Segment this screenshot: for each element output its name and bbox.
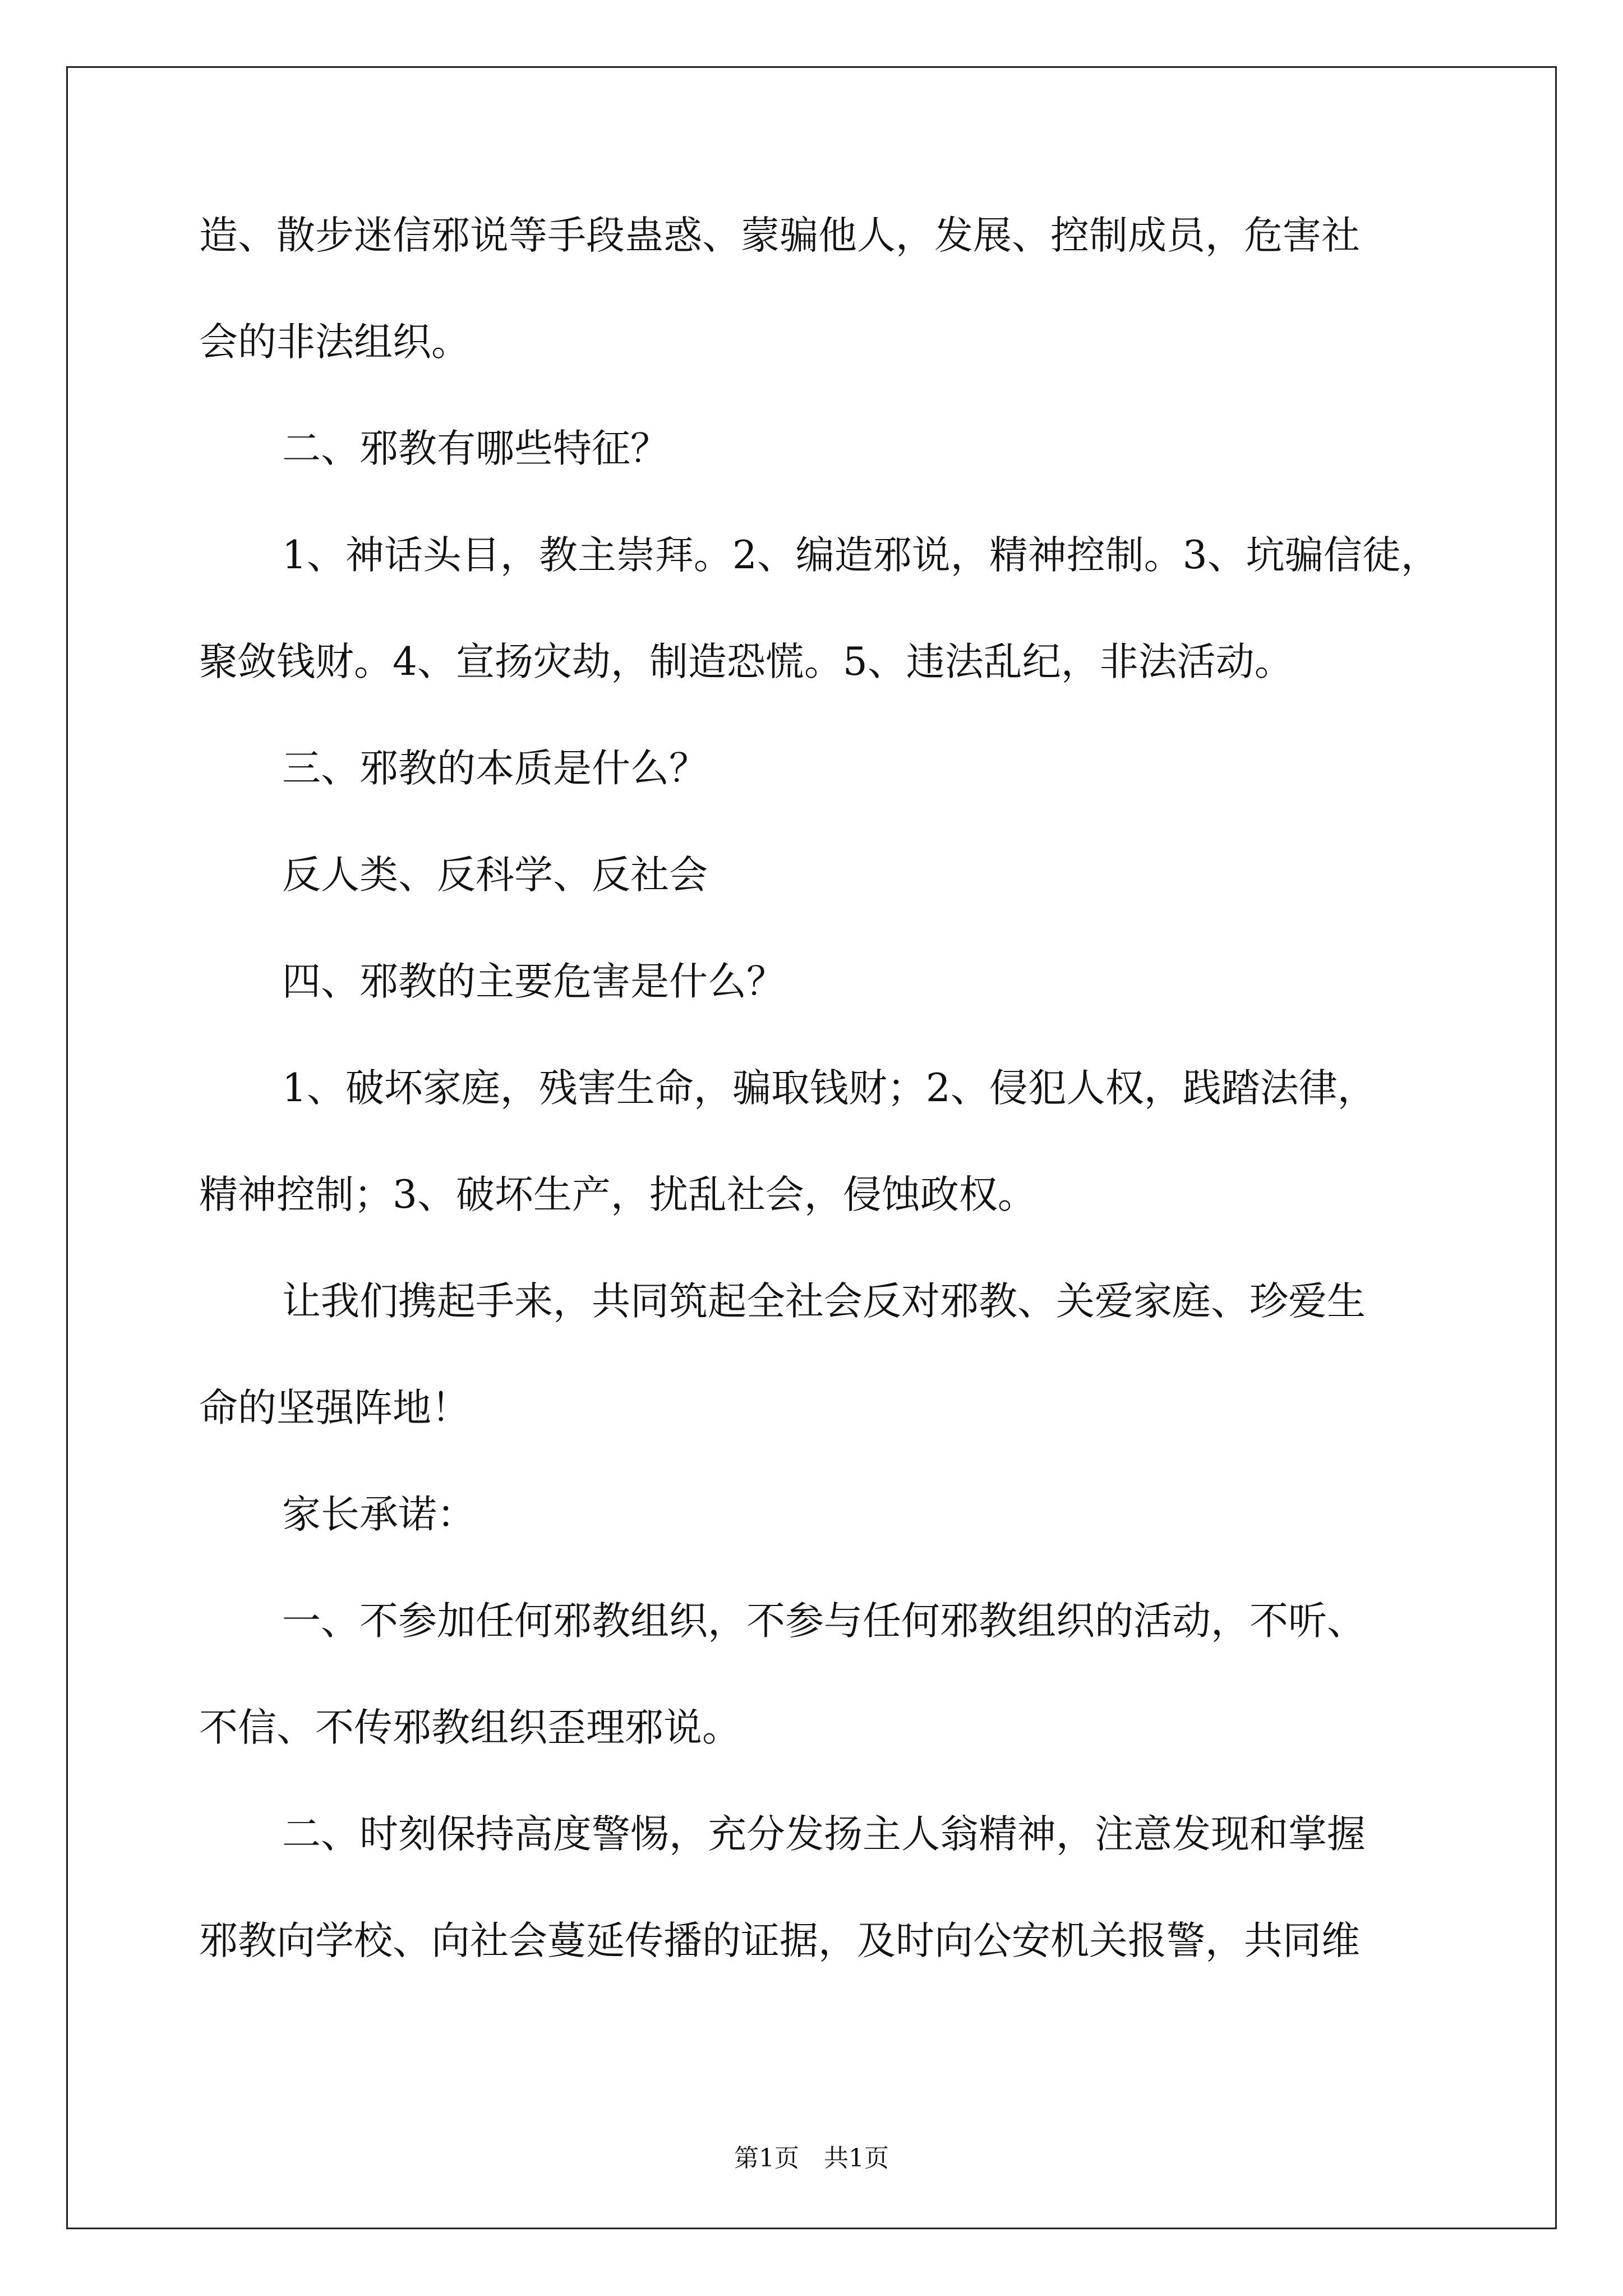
- section-heading: 四、邪教的主要危害是什么？: [282, 959, 785, 1004]
- text-line: 造、散步迷信邪说等手段蛊惑、蒙骗他人，发展、控制成员，危害社: [199, 213, 1360, 258]
- text-line: 会的非法组织。: [199, 320, 470, 365]
- section-heading: 家长承诺：: [282, 1492, 476, 1537]
- text-line: 精神控制；3、破坏生产，扰乱社会，侵蚀政权。: [199, 1172, 1036, 1217]
- text-line: 1、神话头目，教主崇拜。2、编造邪说，精神控制。3、坑骗信徒，: [282, 533, 1440, 578]
- text-line: 一、不参加任何邪教组织，不参与任何邪教组织的活动，不听、: [282, 1599, 1366, 1644]
- text-line: 1、破坏家庭，残害生命，骗取钱财；2、侵犯人权，践踏法律，: [282, 1066, 1376, 1111]
- text-line: 命的坚强阵地！: [199, 1386, 470, 1430]
- text-line: 聚敛钱财。4、宣扬灾劫，制造恐慌。5、违法乱纪，非法活动。: [199, 639, 1293, 684]
- text-line: 不信、不传邪教组织歪理邪说。: [199, 1705, 741, 1750]
- text-line: 二、时刻保持高度警惕，充分发扬主人翁精神，注意发现和掌握: [282, 1812, 1366, 1857]
- page-number-footer: 第1页 共1页: [734, 2144, 889, 2173]
- text-line: 邪教向学校、向社会蔓延传播的证据，及时向公安机关报警，共同维: [199, 1918, 1360, 1963]
- page-border: [66, 66, 1557, 2229]
- section-heading: 三、邪教的本质是什么？: [282, 746, 708, 791]
- text-line: 反人类、反科学、反社会: [282, 853, 708, 898]
- section-heading: 二、邪教有哪些特征？: [282, 426, 669, 471]
- text-line: 让我们携起手来，共同筑起全社会反对邪教、关爱家庭、珍爱生: [282, 1279, 1366, 1324]
